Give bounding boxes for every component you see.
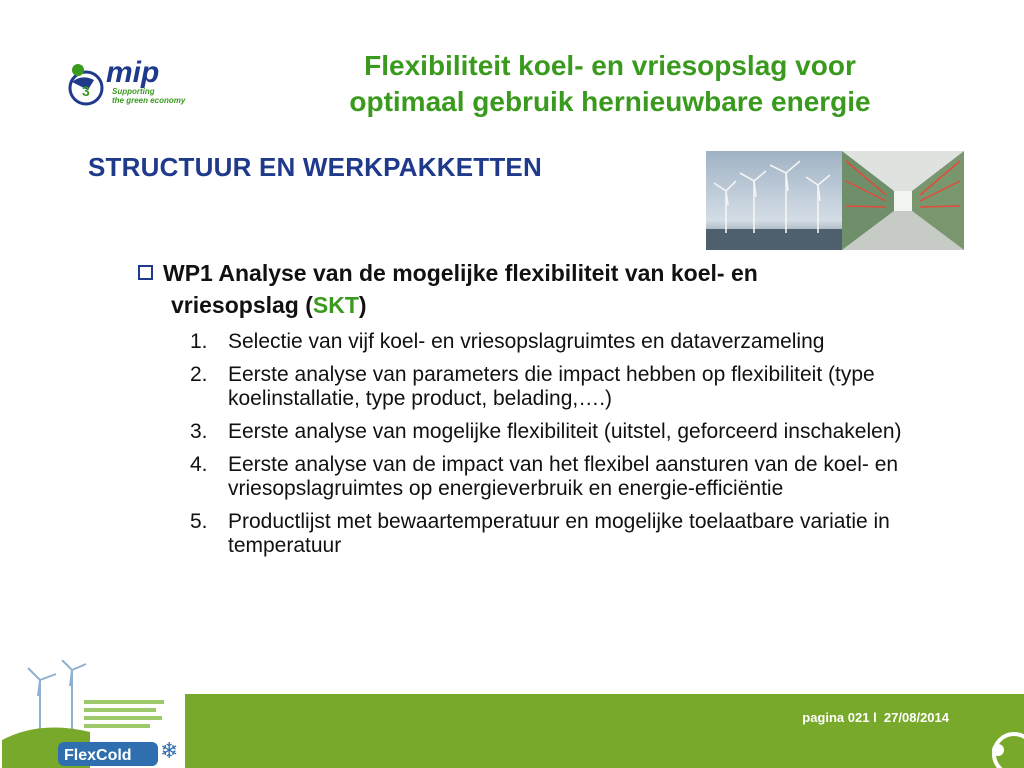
item-text: Eerste analyse van mogelijke flexibiliteit (uitstel, geforceerd inschakelen)	[228, 420, 902, 443]
wp1-label-b: vriesopslag (	[171, 292, 313, 318]
flexcold-logo	[0, 660, 185, 768]
list-item	[190, 330, 970, 354]
wp1-label-c: )	[358, 292, 367, 318]
logo-tagline-1: Supporting	[112, 87, 155, 96]
item-number: 4.	[190, 453, 208, 476]
partial-logo-icon	[984, 722, 1024, 768]
title-line-1: Flexibiliteit koel- en vriesopslag voor	[364, 50, 856, 81]
title-line-2: optimaal gebruik hernieuwbare energie	[349, 86, 871, 117]
item-text: Eerste analyse van parameters die impact hebben op flexibiliteit (type koelinstallatie, type product, belading,….)	[228, 363, 875, 410]
wind-farm-photo	[706, 151, 842, 250]
list-item	[190, 363, 970, 411]
item-number: 3.	[190, 420, 208, 443]
logo-tagline-2: the green economy	[112, 96, 186, 105]
item-text: Productlijst met bewaartemperatuur en mogelijke toelaatbare variatie in temperatuur	[228, 510, 890, 557]
header-photos	[706, 151, 964, 250]
page-number: pagina 021 l	[802, 710, 877, 725]
list-item	[190, 510, 970, 558]
footer-bar	[180, 694, 1024, 768]
page-info	[802, 710, 949, 725]
checkbox-bullet-icon	[138, 265, 153, 280]
slide-date: 27/08/2014	[883, 710, 949, 725]
slide-title	[270, 48, 950, 120]
item-number: 2.	[190, 363, 208, 386]
wp1-heading	[138, 257, 958, 321]
item-number: 5.	[190, 510, 208, 533]
logo-text: mip	[106, 56, 160, 89]
work-items-list	[190, 330, 970, 567]
wp1-label-a: WP1 Analyse van de mogelijke flexibiliteit van koel- en	[163, 260, 758, 286]
flexcold-brand: FlexCold	[64, 747, 132, 764]
mip-logo	[64, 50, 194, 112]
item-text: Selectie van vijf koel- en vriesopslagruimtes en dataverzameling	[228, 330, 825, 353]
wp1-skt: SKT	[312, 292, 359, 318]
item-number: 1.	[190, 330, 208, 353]
snowflake-icon: ❄	[160, 739, 179, 764]
cold-storage-photo	[842, 151, 964, 250]
list-item	[190, 420, 970, 444]
item-text: Eerste analyse van de impact van het flexibel aansturen van de koel- en vriesopslagruimtes op energieverbruik en energie-efficiëntie	[228, 453, 899, 500]
list-item	[190, 453, 970, 501]
section-heading: STRUCTUUR EN WERKPAKKETTEN	[88, 152, 542, 182]
svg-text:3: 3	[82, 83, 90, 99]
